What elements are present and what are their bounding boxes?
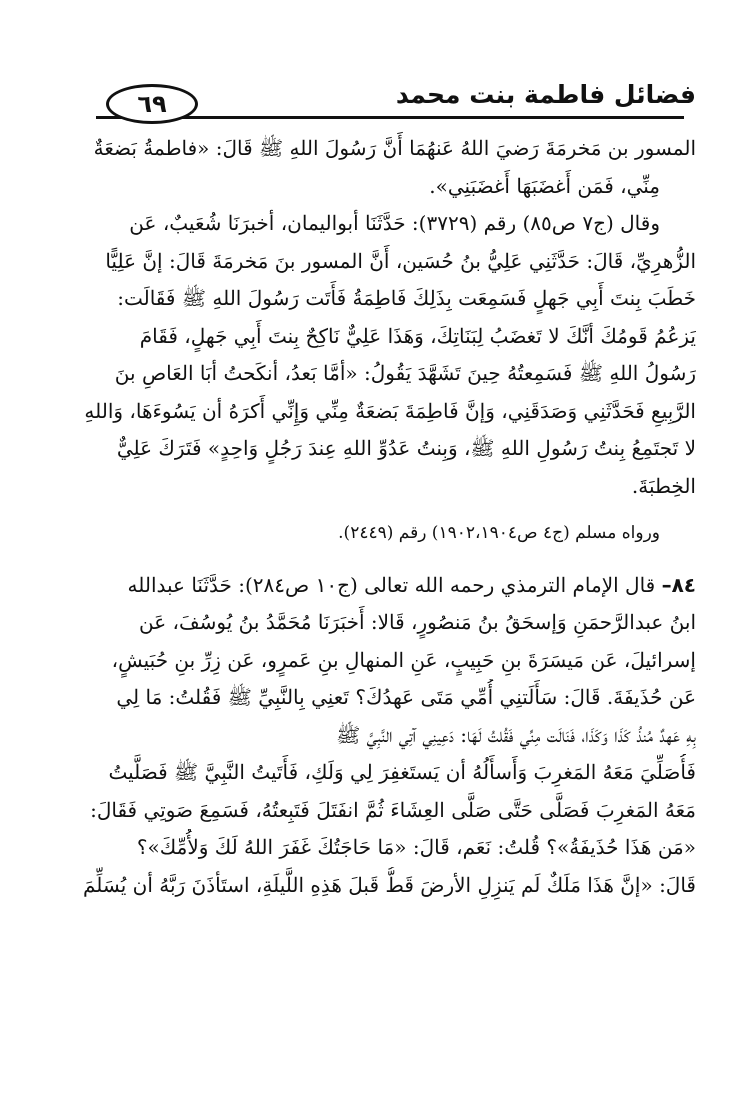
text-line: «مَن هَذَا حُذَيفَةُ»؟ قُلتُ: نَعَم، قَالَ: «مَا حَاجَتُكَ غَفَرَ اللهُ لَكَ وَلأُمِّكَ»؟ xyxy=(136,835,696,859)
text-line: مِنِّي، فَمَن أَغضَبَهَا أَغضَبَنِي». xyxy=(429,173,660,198)
text-line: يَزعُمُ قَومُكَ أنَّكَ لا تَغضَبُ لِبَنَاتِكَ، وَهَذَا عَلِيٌّ نَاكِحٌ بِنتَ أَبِي جَهلٍ، فَقَامَ xyxy=(139,323,696,348)
text-line xyxy=(60,567,696,605)
text-line: فَأُصَلِّيَ مَعَهُ المَغرِبَ وَأَسأَلُهُ أن يَستَغفِرَ لِي وَلَكِ، فَأَتَيتُ النَّبِيَّ ﷺ فَصَلَّيتُ xyxy=(108,760,696,784)
text-line: إسرائيلَ، عَن مَيسَرَةَ بنِ حَبِيبٍ، عَنِ المنهالِ بنِ عَمرٍو، عَن زِرِّ بنِ حُبَيشٍ، xyxy=(111,647,696,672)
text-line: مَعَهُ المَغرِبَ فَصَلَّى حَتَّى صَلَّى العِشَاءَ ثُمَّ انفَتَلَ فَتَبِعتُهُ، فَسَمِعَ صَوتِي فَقَالَ: xyxy=(90,797,696,822)
text-line: عَن حُذَيفَةَ. قَالَ: سَأَلَتنِي أُمِّي مَتَى عَهدُكَ؟ تَعنِي بِالنَّبِيِّ ﷺ فَقُلتُ: مَا لِي xyxy=(116,685,696,709)
text-line: قَالَ: «إنَّ هَذَا مَلَكٌ لَم يَنزِلِ الأرضَ قَطُّ قَبلَ هَذِهِ اللَّيلَةِ، استَأذَنَ رَبَّهُ أن يُسَلِّمَ xyxy=(82,872,696,897)
text-line: ابنُ عبدالرَّحمَنِ وَإسحَقُ بنُ مَنصُورٍ، قَالا: أَخبَرَنَا مُحَمَّدُ بنُ يُوسُفَ، عَن xyxy=(138,610,696,634)
text-line: الزُّهرِيِّ، قَالَ: حَدَّثَنِي عَلِيُّ بنُ حُسَين، أَنَّ المسور بنَ مَخرمَةَ قَالَ: إنَّ عَلِيًّا xyxy=(105,248,696,273)
paragraph-1 xyxy=(60,130,696,205)
hadith-number: ٨٤– xyxy=(661,572,696,597)
page-body xyxy=(60,130,696,904)
page-number: ٦٩ xyxy=(106,84,198,124)
text-line: الخِطبَةَ. xyxy=(631,473,696,498)
hadith-first-line: قال الإمام الترمذي رحمه الله تعالى (ج١٠ ص٢٨٤): حَدَّثَنَا عبدالله xyxy=(127,572,656,597)
text-line: وقال (ج٧ ص٨٥) رقم (٣٧٢٩): حَدَّثَنَا أبواليمان، أخبرَنَا شُعَيبٌ، عَن xyxy=(129,211,660,235)
text-line: الرَّبِيعِ فَحَدَّثَنِي وَصَدَقَنِي، وَإنَّ فَاطِمَةَ بَضعَةٌ مِنِّي وَإِنِّي أَكرَهُ أن يَسُوءَهَا، وَاللهِ xyxy=(84,398,696,423)
text-line: لا تَجتَمِعُ بِنتُ رَسُولِ اللهِ ﷺ، وَبِنتُ عَدُوِّ اللهِ عِندَ رَجُلٍ وَاحِدٍ» فَتَرَكَ عَلِيٌّ xyxy=(116,436,696,460)
paragraph-2 xyxy=(60,205,696,505)
text-line: رَسُولُ اللهِ ﷺ فَسَمِعتُهُ حِينَ تَشَهَّدَ يَقُولُ: «أمَّا بَعدُ، أنكَحتُ أبَا العَاصِ بنَ xyxy=(114,361,696,385)
text-line: خَطَبَ بِنتَ أَبِي جَهلٍ فَسَمِعَت بِذَلِكَ فَاطِمَةُ فَأَتَت رَسُولَ اللهِ ﷺ فَقَالَت: xyxy=(117,286,696,310)
text-line: المسور بن مَخرمَةَ رَضيَ اللهُ عَنهُمَا أَنَّ رَسُولَ اللهِ ﷺ قَالَ: «فاطمةُ بَضعَةٌ xyxy=(93,136,696,160)
hadith-84 xyxy=(60,567,696,905)
source-citation: ورواه مسلم (ج٤ ص١٩٠٢،١٩٠٤) رقم (٢٤٤٩). xyxy=(338,523,660,543)
text-line: بِهِ عَهدٌ مُنذُ كَذَا وَكَذَا، فَنَالَت مِنِّي فَقُلتُ لَهَا: دَعِينِي آتِي النَّبِيَّ ﷺ xyxy=(336,722,696,747)
book-title: فضائل فاطمة بنت محمد xyxy=(395,80,696,109)
